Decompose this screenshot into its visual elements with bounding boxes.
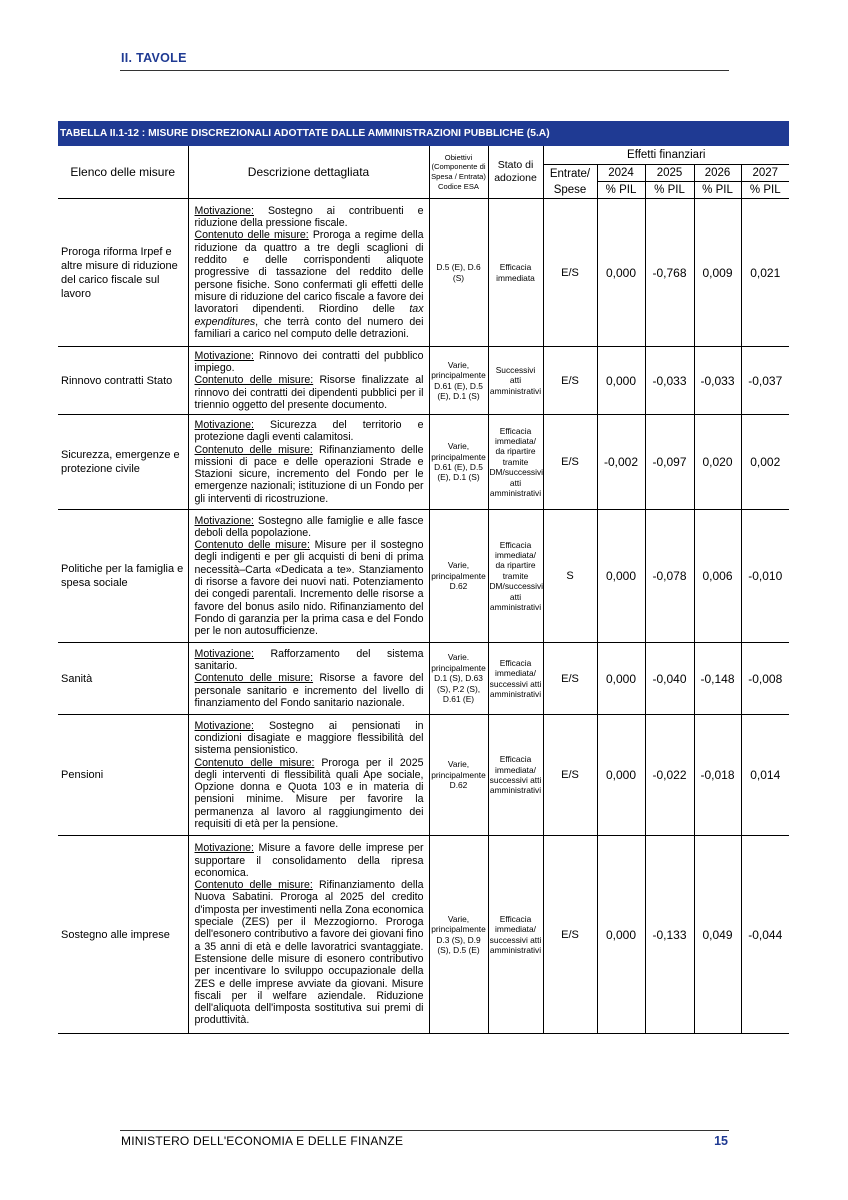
esa-code: Varie, principalmente D.61 (E), D.5 (E), D.1 (S) [429,415,488,510]
table-row [58,836,789,1034]
col-header-unit: % PIL [741,182,789,199]
motivazione-label: Motivazione: [194,418,254,431]
motivazione-text: Sostegno alle famiglie e alle fasce deboli della popolazione. [194,514,424,539]
col-header-unit: % PIL [694,182,741,199]
motivazione-label: Motivazione: [194,647,254,660]
contenuto-text: Rifinanziamento delle missioni di pace e delle operazioni Strade e Stazioni sicure, incremento del Fondo per le emergenze nazionali; istituzione di un Fondo per gli interventi di ricostruzione. [194,443,424,505]
table-row [58,347,789,415]
table-row [58,199,789,347]
motivazione-text: Rinnovo dei contratti del pubblico impiego. [194,349,424,375]
page-number: 15 [714,1134,728,1148]
esa-code: Varie, principalmente D.61 (E), D.5 (E), D.1 (S) [429,347,488,415]
value-2024: 0,000 [597,510,645,643]
motivazione-label: Motivazione: [194,349,254,362]
footer-divider [120,1130,729,1131]
contenuto-text: Risorse a favore del personale sanitario e incremento del livello di finanziamento del Fondo sanitario nazionale. [194,672,424,709]
value-2024: 0,000 [597,836,645,1034]
value-2024: 0,000 [597,199,645,347]
contenuto-text: Rifinanziamento della Nuova Sabatini. Proroga al 2025 del credito d'imposta per investimenti nella Zona economica speciale (ZES) per il Mezzogiorno. Proroga dell'esonero contributivo a favore dei giovani fino a 35 anni di età e delle lavoratrici svantaggiate. Estensione delle misure di esonero contributivo per incentivare lo sviluppo occupazionale della ZES e delle imprese avviate da giovani. Misure fiscali per il welfare aziendale. Riduzione dell'aliquota dell'imposta sostitutiva sui premi di produttività. [194,879,424,1027]
header-divider [120,70,729,71]
value-2024: -0,002 [597,415,645,510]
measure-description [188,510,429,643]
value-2025: -0,097 [645,415,694,510]
motivazione-label: Motivazione: [194,514,254,527]
esa-code: Varie, principalmente D.62 [429,715,488,836]
adoption-status: Efficacia immediata/ successivi atti amministrativi [488,643,543,715]
value-2025: -0,040 [645,643,694,715]
adoption-status: Efficacia immediata [488,199,543,347]
value-2027: 0,021 [741,199,789,347]
contenuto-text: Risorse finalizzate al rinnovo dei contratti dei dipendenti pubblici per il triennio oggetto del presente documento. [194,374,424,411]
value-2027: -0,044 [741,836,789,1034]
measure-name: Rinnovo contratti Stato [58,347,188,415]
esa-code: Varie, principalmente D.62 [429,510,488,643]
value-2025: -0,078 [645,510,694,643]
motivazione-text: Sicurezza del territorio e protezione dagli eventi calamitosi. [194,418,424,444]
motivazione-text: Sostegno ai pensionati in condizioni disagiate e maggiore flessibilità del sistema pensionistico. [194,719,424,757]
value-2024: 0,000 [597,715,645,836]
measure-name: Sicurezza, emergenze e protezione civile [58,415,188,510]
measure-name: Sanità [58,643,188,715]
table-row [58,643,789,715]
motivazione-text: Rafforzamento del sistema sanitario. [194,647,424,673]
col-header-effetti: Effetti finanziari [543,146,789,165]
contenuto-text: Misure per il sostegno degli indigenti e per gli acquisti di beni di prima necessità–Carta «Dedicata a te». Stanziamento di risorse a favore dei nuovi nati. Potenziamento dei congedi parentali. Incremento delle risorse a favore del bonus asilo nido. Rifinanziamento del Fondo di garanzia per la prima casa e del Fondo per le non autosufficienze. [194,539,424,638]
col-header-year: 2026 [694,165,741,182]
contenuto-label: Contenuto delle misure: [194,374,314,387]
entrate-spese: E/S [543,415,597,510]
value-2027: -0,037 [741,347,789,415]
contenuto-label: Contenuto delle misure: [194,756,315,769]
measure-description [188,415,429,510]
value-2026: 0,006 [694,510,741,643]
table-row [58,415,789,510]
col-header-obiettivi: Obiettivi (Componente di Spesa / Entrata) Codice ESA [429,146,488,199]
measure-name: Pensioni [58,715,188,836]
measure-name: Proroga riforma Irpef e altre misure di riduzione del carico fiscale sul lavoro [58,199,188,347]
col-header-elenco: Elenco delle misure [58,146,188,199]
entrate-spese: E/S [543,715,597,836]
esa-code: Varie. principalmente D.1 (S), D.63 (S), P.2 (S), D.61 (E) [429,643,488,715]
measure-description [188,836,429,1034]
value-2025: -0,133 [645,836,694,1034]
motivazione-label: Motivazione: [194,719,254,732]
value-2024: 0,000 [597,347,645,415]
table-row [58,510,789,643]
value-2026: -0,148 [694,643,741,715]
contenuto-label: Contenuto delle misure: [194,229,309,242]
motivazione-text: Misure a favore delle imprese per supportare il consolidamento della ripresa economica. [194,842,424,879]
adoption-status: Efficacia immediata/ da ripartire tramite DM/successivi atti amministrativi [488,510,543,643]
value-2026: -0,033 [694,347,741,415]
measure-description [188,715,429,836]
entrate-spese: E/S [543,836,597,1034]
section-heading: II. TAVOLE [121,51,187,65]
measures-table [58,146,789,1034]
entrate-spese: E/S [543,199,597,347]
measure-description [188,347,429,415]
measure-name: Sostegno alle imprese [58,836,188,1034]
col-header-unit: % PIL [645,182,694,199]
motivazione-label: Motivazione: [194,842,254,855]
col-header-entrate-spese: Entrate/ Spese [543,165,597,199]
motivazione-text: Sostegno ai contribuenti e riduzione della pressione fiscale. [194,204,424,230]
col-header-stato: Stato di adozione [488,146,543,199]
entrate-spese: E/S [543,643,597,715]
table-title: TABELLA II.1-12 : MISURE DISCREZIONALI ADOTTATE DALLE AMMINISTRAZIONI PUBBLICHE (5.A) [58,121,789,146]
col-header-unit: % PIL [597,182,645,199]
adoption-status: Efficacia immediata/ successivi atti amministrativi [488,836,543,1034]
value-2027: -0,010 [741,510,789,643]
contenuto-emphasis: tax expenditures [194,303,424,328]
entrate-spese: E/S [543,347,597,415]
esa-code: D.5 (E), D.6 (S) [429,199,488,347]
table-row [58,715,789,836]
value-2024: 0,000 [597,643,645,715]
contenuto-label: Contenuto delle misure: [194,443,313,456]
contenuto-label: Contenuto delle misure: [194,672,314,685]
measure-name: Politiche per la famiglia e spesa sociale [58,510,188,643]
entrate-spese: S [543,510,597,643]
adoption-status: Successivi atti amministrativi [488,347,543,415]
table-header-row [58,146,789,165]
adoption-status: Efficacia immediata/ successivi atti amministrativi [488,715,543,836]
contenuto-label: Contenuto delle misure: [194,879,313,892]
col-header-descrizione: Descrizione dettagliata [188,146,429,199]
adoption-status: Efficacia immediata/ da ripartire tramite DM/successivi atti amministrativi [488,415,543,510]
value-2025: -0,033 [645,347,694,415]
value-2026: 0,009 [694,199,741,347]
contenuto-text: Proroga per il 2025 degli interventi di flessibilità quali Ape sociale, Opzione donna e Quota 103 e in materia di pensioni minime. Misure per favorire la permanenza al lavoro al raggiungimento dei requisiti di età per la pensione. [194,756,424,831]
value-2027: -0,008 [741,643,789,715]
measure-description [188,199,429,347]
value-2025: -0,768 [645,199,694,347]
value-2025: -0,022 [645,715,694,836]
col-header-year: 2027 [741,165,789,182]
col-header-year: 2025 [645,165,694,182]
contenuto-text: Proroga a regime della riduzione da quattro a tre degli scaglioni di reddito e delle corrispondenti aliquote progressive di tassazione del reddito delle persone fisiche. Sono confermati gli effetti delle misure di riduzione del carico fiscale a favore dei lavoratori dipendenti. Riordino delle [194,229,424,316]
esa-code: Varie, principalmente D.3 (S), D.9 (S), D.5 (E) [429,836,488,1034]
measure-description [188,643,429,715]
contenuto-label: Contenuto delle misure: [194,539,310,552]
value-2027: 0,014 [741,715,789,836]
value-2027: 0,002 [741,415,789,510]
value-2026: -0,018 [694,715,741,836]
value-2026: 0,049 [694,836,741,1034]
col-header-year: 2024 [597,165,645,182]
value-2026: 0,020 [694,415,741,510]
contenuto-text-tail: , che terrà conto del numero dei familiari a carico nel computo delle detrazioni. [194,315,424,340]
footer-ministry: MINISTERO DELL'ECONOMIA E DELLE FINANZE [121,1134,404,1148]
motivazione-label: Motivazione: [194,204,254,217]
